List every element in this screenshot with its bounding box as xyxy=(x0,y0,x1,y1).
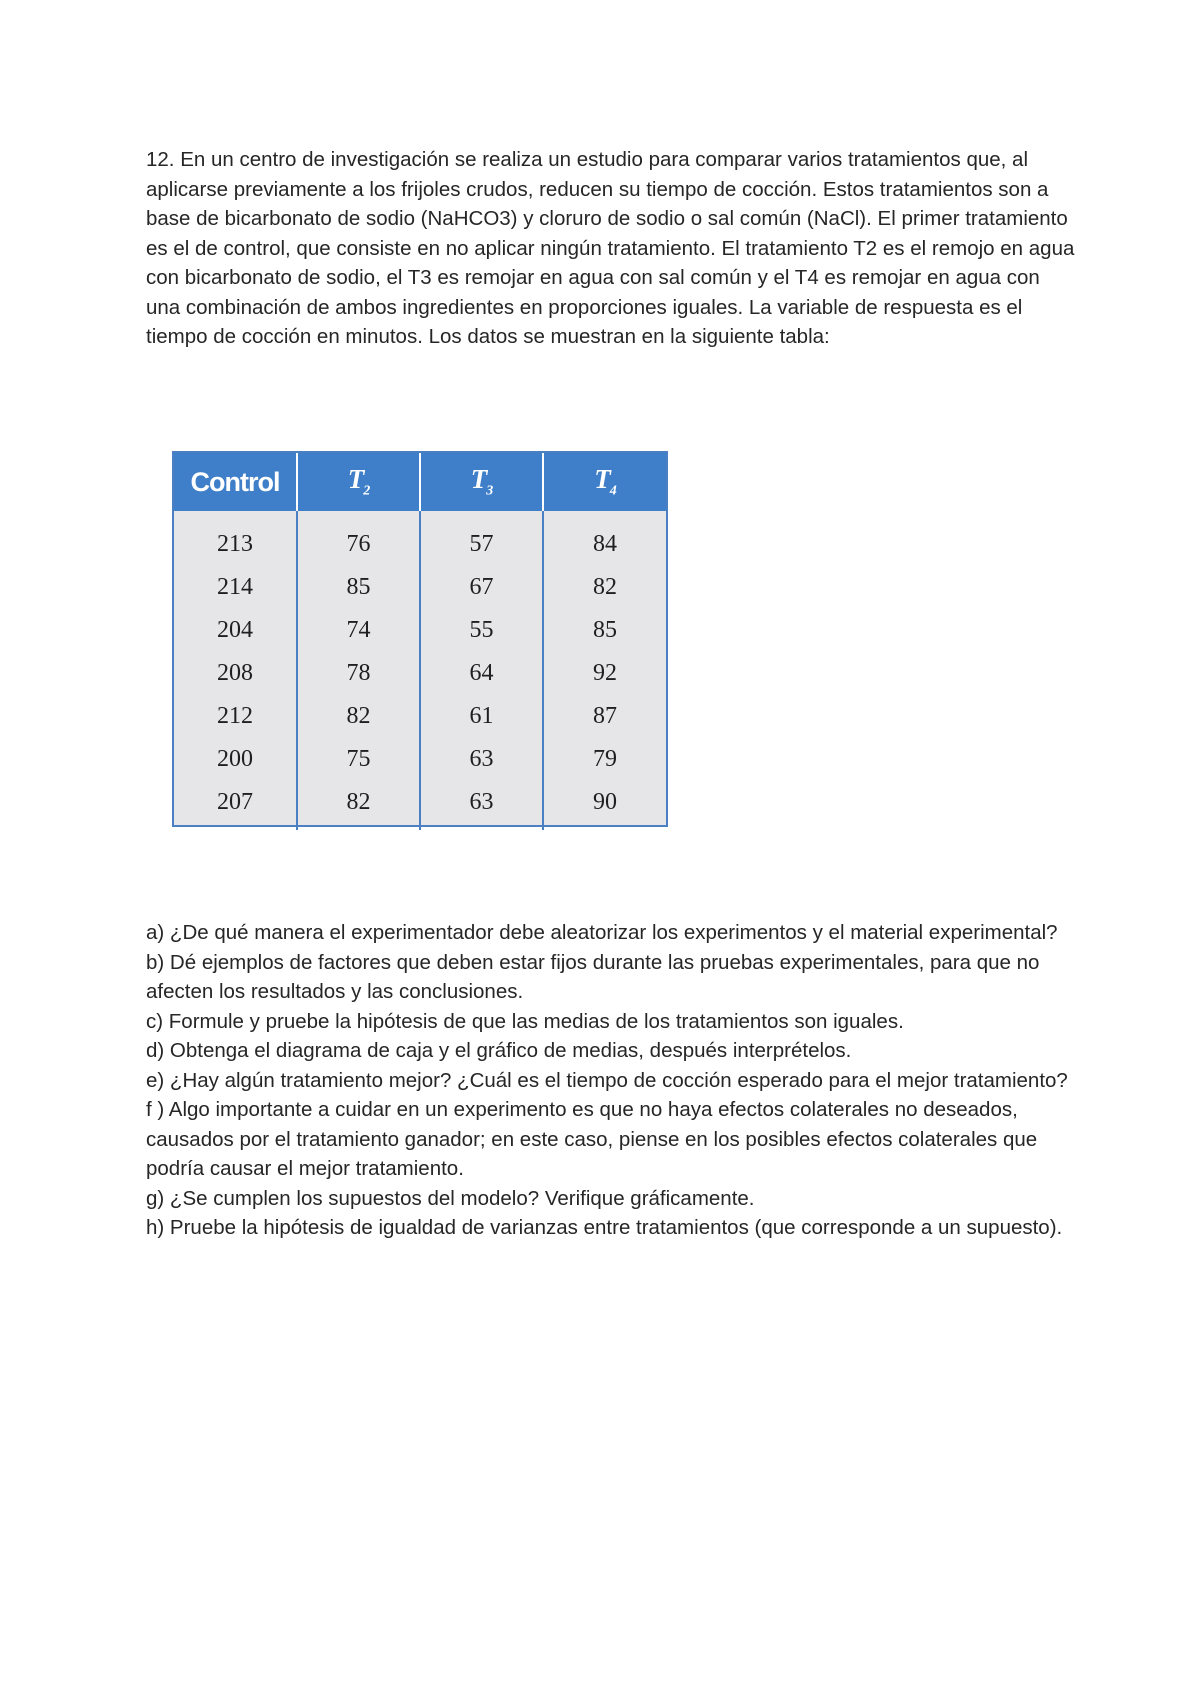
table-cell: 67 xyxy=(420,566,543,609)
table-cell: 57 xyxy=(420,511,543,566)
question-b: b) Dé ejemplos de factores que deben estar fijos durante las pruebas experimentales, para que no afecten los resultados y las conclusiones. xyxy=(146,950,1040,1003)
table-cell: 76 xyxy=(297,511,420,566)
table-cell: 55 xyxy=(420,609,543,652)
table-row xyxy=(174,652,666,695)
table-cell: 87 xyxy=(593,703,617,729)
table-cell: 82 xyxy=(593,574,617,600)
table-cell: 208 xyxy=(174,652,297,695)
question-f: f ) Algo importante a cuidar en un experimento es que no haya efectos colaterales no deseados, causados por el tratamiento ganador; en este caso, piense en los posibles efectos colaterales que podría causar el mejor tratamiento. xyxy=(146,1098,1038,1180)
data-table xyxy=(174,453,666,830)
table-cell: 78 xyxy=(297,652,420,695)
header-t3: $T_3$ xyxy=(420,453,543,511)
table-cell: 79 xyxy=(593,746,617,772)
table-cell: 213 xyxy=(174,511,297,566)
question-g: g) ¿Se cumplen los supuestos del modelo? Verifique gráficamente. xyxy=(146,1186,755,1210)
question-d: d) Obtenga el diagrama de caja y el gráfico de medias, después interprételos. xyxy=(146,1039,852,1062)
table-cell: 212 xyxy=(174,695,297,738)
table-cell: 207 xyxy=(174,781,297,830)
table-cell: 90 xyxy=(593,789,617,815)
table-row xyxy=(174,566,666,609)
table-row xyxy=(174,781,666,830)
table-cell: 200 xyxy=(174,738,297,781)
table-cell: 84 xyxy=(593,531,617,557)
table-cell: 214 xyxy=(174,566,297,609)
question-h: h) Pruebe la hipótesis de igualdad de varianzas entre tratamientos (que corresponde a un supuesto). xyxy=(146,1216,1063,1239)
table-cell: 63 xyxy=(420,738,543,781)
table-cell: 85 xyxy=(297,566,420,609)
table-cell: 61 xyxy=(420,695,543,738)
problem-statement: 12. En un centro de investigación se realiza un estudio para comparar varios tratamientos que, al aplicarse previamente a los frijoles crudos, reducen su tiempo de cocción. Estos tratamientos son a base de bicarbonato de sodio (NaHCO3) y cloruro de sodio o sal común (NaCl). El primer tratamiento es el de control, que consiste en no aplicar ningún tratamiento. El tratamiento T2 es el remojo en agua con bicarbonato de sodio, el T3 es remojar en agua con sal común y el T4 es remojar en agua con una combinación de ambos ingredientes en proporciones iguales. La variable de respuesta es el tiempo de cocción en minutos. Los datos se muestran en la siguiente tabla: xyxy=(146,148,1075,348)
table-cell: 74 xyxy=(297,609,420,652)
table-cell: 92 xyxy=(593,660,617,686)
header-control: Control xyxy=(174,453,297,511)
cooking-time-table xyxy=(172,451,668,827)
header-t4: $T_4$ xyxy=(543,453,666,511)
table-row xyxy=(174,695,666,738)
table-cell: 75 xyxy=(297,738,420,781)
question-e: e) ¿Hay algún tratamiento mejor? ¿Cuál es el tiempo de cocción esperado para el mejor tratamiento? xyxy=(146,1068,1068,1092)
table-cell: 63 xyxy=(420,781,543,830)
table-cell: 204 xyxy=(174,609,297,652)
table-row xyxy=(174,511,666,566)
question-list xyxy=(146,918,1076,1243)
question-c: c) Formule y pruebe la hipótesis de que las medias de los tratamientos son iguales. xyxy=(146,1009,904,1033)
header-t2: $T_2$ xyxy=(297,453,420,511)
table-row xyxy=(174,738,666,781)
table-row xyxy=(174,609,666,652)
table-cell: 82 xyxy=(297,695,420,738)
table-header-row xyxy=(174,453,666,511)
table-cell: 64 xyxy=(420,652,543,695)
table-cell: 85 xyxy=(593,617,617,643)
table-cell: 82 xyxy=(297,781,420,830)
question-a: a) ¿De qué manera el experimentador debe aleatorizar los experimentos y el material experimental? xyxy=(146,921,1058,944)
